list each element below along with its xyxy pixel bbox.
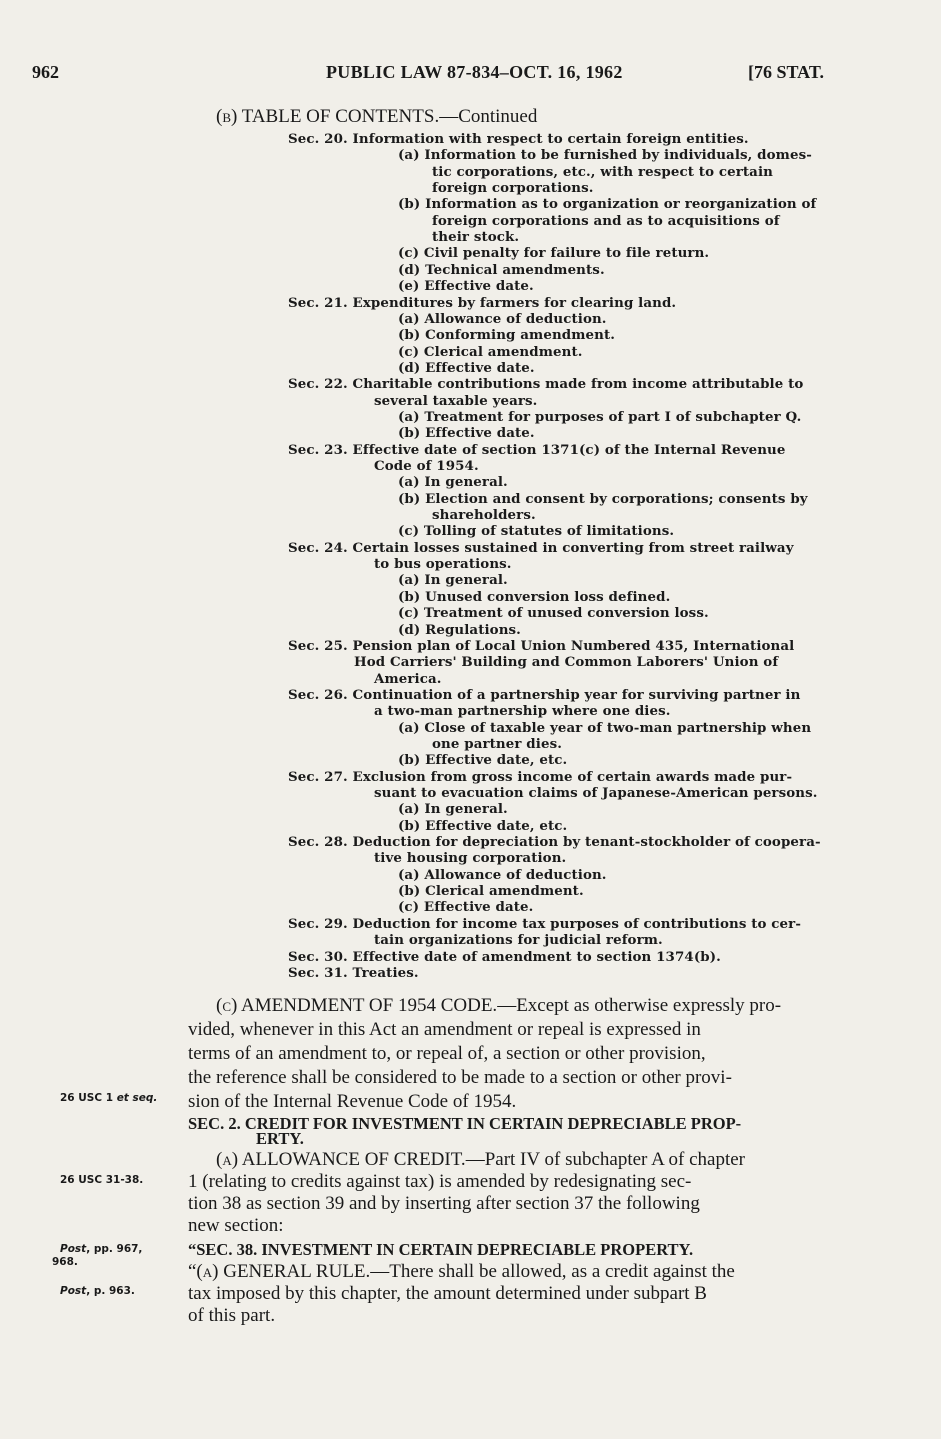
running-title: PUBLIC LAW 87-834–OCT. 16, 1962 (326, 62, 623, 82)
margin-note-3-rest: , pp. 967, (86, 1243, 143, 1255)
toc-line: (a) Allowance of deduction. (398, 866, 607, 883)
toc-line: Sec. 23. Effective date of section 1371(c) of the Internal Revenue (288, 441, 786, 458)
page-number: 962 (32, 62, 59, 82)
toc-line: Sec. 27. Exclusion from gross income of certain awards made pur- (288, 768, 793, 785)
margin-note-968: 968. (52, 1256, 78, 1268)
toc-line: shareholders. (432, 507, 536, 524)
toc-line: (b) Election and consent by corporations; consents by (398, 490, 808, 507)
toc-line: to bus operations. (374, 556, 512, 573)
sec2-para-a-line-3: tion 38 as section 39 and by inserting after section 37 the following (188, 1193, 700, 1214)
general-rule-line-3: of this part. (188, 1305, 276, 1326)
sec38-heading: “SEC. 38. INVESTMENT IN CERTAIN DEPRECIABLE PROPERTY. (188, 1240, 694, 1259)
toc-line: (b) Conforming amendment. (398, 327, 616, 344)
margin-note-26usc1 (60, 1092, 157, 1104)
toc-line: Sec. 22. Charitable contributions made from income attributable to (288, 376, 804, 393)
margin-note-post-963 (60, 1285, 135, 1297)
margin-note-1-prefix: 26 USC 1 (60, 1092, 117, 1104)
toc-line: foreign corporations. (432, 180, 594, 197)
toc-line: (a) In general. (398, 474, 508, 491)
toc-line: (c) Tolling of statutes of limitations. (398, 523, 675, 540)
toc-line: (a) Close of taxable year of two-man partnership when (398, 719, 812, 736)
toc-line: Sec. 25. Pension plan of Local Union Numbered 435, International (288, 637, 795, 654)
sec2-para-a-line-1 (216, 1150, 745, 1171)
sec2-para-a-text-1: —Part IV of subchapter A of chapter (465, 1149, 745, 1170)
sec2-heading-line-2: ERTY. (256, 1129, 304, 1148)
toc-line: America. (374, 670, 442, 687)
sec2-para-a-line-4: new section: (188, 1215, 284, 1236)
margin-note-3-italic: Post (60, 1243, 87, 1255)
toc-line: (b) Information as to organization or reorganization of (398, 196, 817, 213)
sec2-para-a-line-2: 1 (relating to credits against tax) is amended by redesignating sec- (188, 1171, 692, 1192)
toc-heading (216, 106, 537, 128)
toc-line: tive housing corporation. (374, 850, 567, 867)
toc-line: one partner dies. (432, 735, 562, 752)
toc-line: tic corporations, etc., with respect to certain (432, 163, 773, 180)
toc-line: (d) Effective date. (398, 359, 535, 376)
toc-line: suant to evacuation claims of Japanese-American persons. (374, 785, 818, 801)
toc-line: Code of 1954. (374, 458, 479, 474)
margin-note-4-italic: Post (60, 1285, 87, 1297)
toc-line: (b) Clerical amendment. (398, 883, 584, 900)
sec2-para-a-label: (a) ALLOWANCE OF CREDIT. (216, 1149, 466, 1170)
margin-note-4-rest: , p. 963. (86, 1285, 135, 1297)
stat-ref-text: [76 STAT. (748, 62, 825, 82)
general-rule-quote-label: “(a) GENERAL RULE. (188, 1261, 371, 1282)
toc-line: Sec. 29. Deduction for income tax purposes of contributions to cer- (288, 915, 801, 932)
margin-note-1-italic: et seq. (116, 1092, 158, 1104)
stat-reference (748, 62, 824, 83)
toc-line: several taxable years. (374, 392, 538, 409)
toc-line: (d) Technical amendments. (398, 261, 605, 278)
toc-line: (a) In general. (398, 801, 508, 818)
para-c-line-5: sion of the Internal Revenue Code of 1954. (188, 1091, 517, 1112)
toc-line: Sec. 21. Expenditures by farmers for clearing land. (288, 294, 677, 311)
toc-line: Sec. 20. Information with respect to certain foreign entities. (288, 131, 749, 147)
toc-line: (c) Clerical amendment. (398, 343, 583, 360)
toc-line: Sec. 24. Certain losses sustained in converting from street railway (288, 539, 794, 556)
toc-line: (e) Effective date. (398, 278, 534, 295)
general-rule-line-2: tax imposed by this chapter, the amount determined under subpart B (188, 1283, 707, 1304)
margin-note-post-967 (60, 1243, 142, 1255)
toc-line: Sec. 30. Effective date of amendment to section 1374(b). (288, 948, 721, 965)
para-c-label: (c) AMENDMENT OF 1954 CODE. (216, 995, 498, 1016)
toc-line: a two-man partnership where one dies. (374, 703, 671, 720)
toc-line: (d) Regulations. (398, 621, 521, 638)
toc-line: (a) Information to be furnished by individuals, domes- (398, 147, 812, 164)
toc-heading-label: (b) TABLE OF CONTENTS (216, 106, 435, 127)
sec2-heading-line-1: SEC. 2. CREDIT FOR INVESTMENT IN CERTAIN DEPRECIABLE PROP- (188, 1114, 742, 1133)
para-c-line-1 (216, 996, 781, 1017)
para-c-line-4: the reference shall be considered to be made to a section or other provi- (188, 1067, 732, 1088)
toc-line: (c) Treatment of unused conversion loss. (398, 605, 709, 622)
margin-note-26usc31: 26 USC 31-38. (60, 1174, 144, 1186)
toc-line: (a) Allowance of deduction. (398, 310, 607, 327)
toc-line: (b) Effective date. (398, 425, 535, 442)
toc-line: Sec. 28. Deduction for depreciation by tenant-stockholder of coopera- (288, 834, 821, 851)
toc-line: (b) Effective date, etc. (398, 817, 568, 834)
toc-line: (a) In general. (398, 572, 508, 589)
toc-line: tain organizations for judicial reform. (374, 932, 663, 949)
toc-line: (a) Treatment for purposes of part I of subchapter Q. (398, 408, 802, 425)
general-rule-line-1 (188, 1262, 735, 1283)
general-rule-text-1: —There shall be allowed, as a credit against the (370, 1261, 735, 1282)
toc-heading-suffix: .—Continued (434, 106, 538, 127)
toc-line: their stock. (432, 229, 520, 246)
toc-line: (b) Effective date, etc. (398, 752, 568, 769)
para-c-text-1: —Except as otherwise expressly pro- (497, 995, 782, 1016)
toc-line: Sec. 31. Treaties. (288, 964, 419, 981)
para-c-line-2: vided, whenever in this Act an amendment or repeal is expressed in (188, 1019, 701, 1040)
toc-line: Sec. 26. Continuation of a partnership year for surviving partner in (288, 686, 801, 703)
toc-line: Hod Carriers' Building and Common Laborers' Union of (354, 654, 779, 671)
toc-line: (c) Civil penalty for failure to file return. (398, 245, 710, 262)
toc-line: (b) Unused conversion loss defined. (398, 588, 671, 605)
toc-line: (c) Effective date. (398, 899, 534, 916)
para-c-line-3: terms of an amendment to, or repeal of, a section or other provision, (188, 1043, 706, 1064)
toc-line: foreign corporations and as to acquisitions of (432, 212, 780, 229)
